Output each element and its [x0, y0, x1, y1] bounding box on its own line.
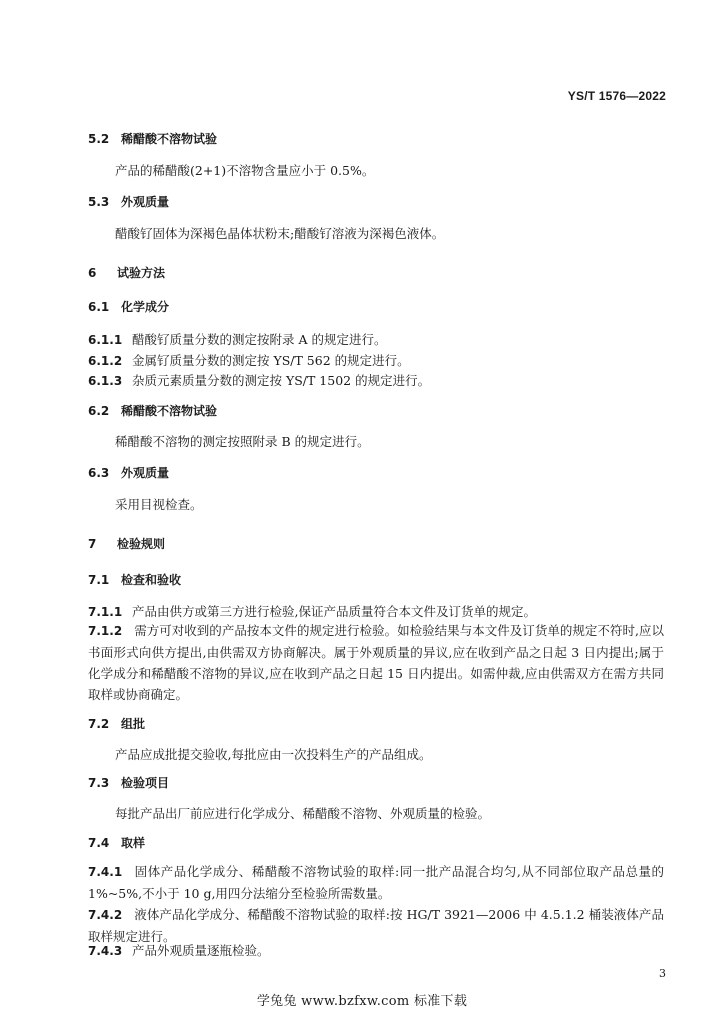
clause-6-1-1 [88, 330, 386, 348]
clause-text: 固体产品化学成分、稀醋酸不溶物试验的取样:同一批产品混合均匀,从不同部位取产品总量的 1%~5%,不小于 10 g,用四分法缩分至检验所需数量。 [88, 864, 664, 901]
section-title: 化学成分 [121, 300, 170, 314]
section-heading-7-4 [88, 834, 145, 851]
clause-7-4-3 [88, 941, 270, 959]
clause-number: 7.4.3 [88, 944, 123, 958]
section-number: 7.2 [88, 717, 110, 731]
section-heading-7-1 [88, 571, 181, 588]
clause-7-4-1 [88, 861, 664, 904]
section-heading-7-3 [88, 774, 169, 791]
clause-number: 7.4.1 [88, 865, 123, 879]
section-text-6-3: 采用目视检查。 [115, 497, 203, 512]
section-number: 7.3 [88, 776, 110, 790]
section-number: 5.2 [88, 132, 110, 146]
section-number: 6.2 [88, 404, 110, 418]
clause-number: 6.1.2 [88, 354, 123, 368]
document-code: YS/T 1576—2022 [567, 89, 666, 103]
section-heading-7-2 [88, 715, 145, 732]
section-heading-6-1 [88, 298, 169, 315]
clause-text: 金属钌质量分数的测定按 YS/T 562 的规定进行。 [132, 353, 410, 368]
clause-text: 产品由供方或第三方进行检验,保证产品质量符合本文件及订货单的规定。 [132, 604, 536, 619]
section-title: 外观质量 [121, 466, 170, 480]
section-heading-5-3 [88, 193, 169, 210]
section-heading-5-2 [88, 130, 217, 147]
section-title: 组批 [121, 717, 146, 731]
clause-text: 液体产品化学成分、稀醋酸不溶物试验的取样:按 HG/T 3921—2006 中 4.5.1.2 桶装液体产品取样规定进行。 [88, 907, 664, 944]
section-heading-6-3 [88, 464, 169, 481]
section-title: 检验项目 [121, 776, 170, 790]
section-title: 稀醋酸不溶物试验 [121, 404, 218, 418]
section-heading-6 [88, 264, 165, 281]
section-number: 6 [88, 266, 97, 280]
section-number: 5.3 [88, 195, 110, 209]
footer-watermark-link[interactable]: 学兔兔 www.bzfxw.com 标准下载 [256, 994, 468, 1009]
section-number: 7 [88, 537, 97, 551]
section-heading-6-2 [88, 402, 217, 419]
section-text-7-3: 每批产品出厂前应进行化学成分、稀醋酸不溶物、外观质量的检验。 [115, 806, 491, 821]
section-text-7-2: 产品应成批提交验收,每批应由一次投料生产的产品组成。 [115, 747, 432, 762]
clause-6-1-3 [88, 371, 430, 389]
section-heading-7 [88, 535, 165, 552]
clause-7-1-2 [88, 620, 664, 705]
section-title: 检查和验收 [121, 573, 182, 587]
clause-number: 6.1.1 [88, 333, 123, 347]
clause-text: 醋酸钌质量分数的测定按附录 A 的规定进行。 [132, 332, 387, 347]
clause-text: 杂质元素质量分数的测定按 YS/T 1502 的规定进行。 [132, 373, 431, 388]
section-title: 外观质量 [121, 195, 170, 209]
section-number: 7.1 [88, 573, 110, 587]
section-title: 检验规则 [117, 537, 166, 551]
clause-number: 7.1.2 [88, 624, 123, 638]
section-text-6-2: 稀醋酸不溶物的测定按照附录 B 的规定进行。 [115, 434, 370, 449]
section-number: 6.1 [88, 300, 110, 314]
section-text-5-3: 醋酸钌固体为深褐色晶体状粉末;醋酸钌溶液为深褐色液体。 [115, 226, 445, 241]
section-text-5-2: 产品的稀醋酸(2+1)不溶物含量应小于 0.5%。 [115, 163, 375, 178]
clause-number: 6.1.3 [88, 374, 123, 388]
section-title: 稀醋酸不溶物试验 [121, 132, 218, 146]
clause-text: 产品外观质量逐瓶检验。 [132, 943, 270, 958]
clause-7-1-1 [88, 602, 536, 620]
section-title: 取样 [121, 836, 146, 850]
page-number: 3 [659, 967, 666, 980]
clause-number: 7.4.2 [88, 908, 123, 922]
clause-text: 需方可对收到的产品按本文件的规定进行检验。如检验结果与本文件及订货单的规定不符时,应以书面形式向供方提出,由供需双方协商解决。属于外观质量的异议,应在收到产品之日起 3 日内提出;属于化学成分和稀醋酸不溶物的异议,应在收到产品之日起 15 日内提出。如需仲裁,应由供需双方在需方共同取样或协商确定。 [88, 623, 664, 702]
section-number: 7.4 [88, 836, 110, 850]
clause-6-1-2 [88, 351, 410, 369]
section-number: 6.3 [88, 466, 110, 480]
section-title: 试验方法 [117, 266, 166, 280]
clause-number: 7.1.1 [88, 605, 123, 619]
